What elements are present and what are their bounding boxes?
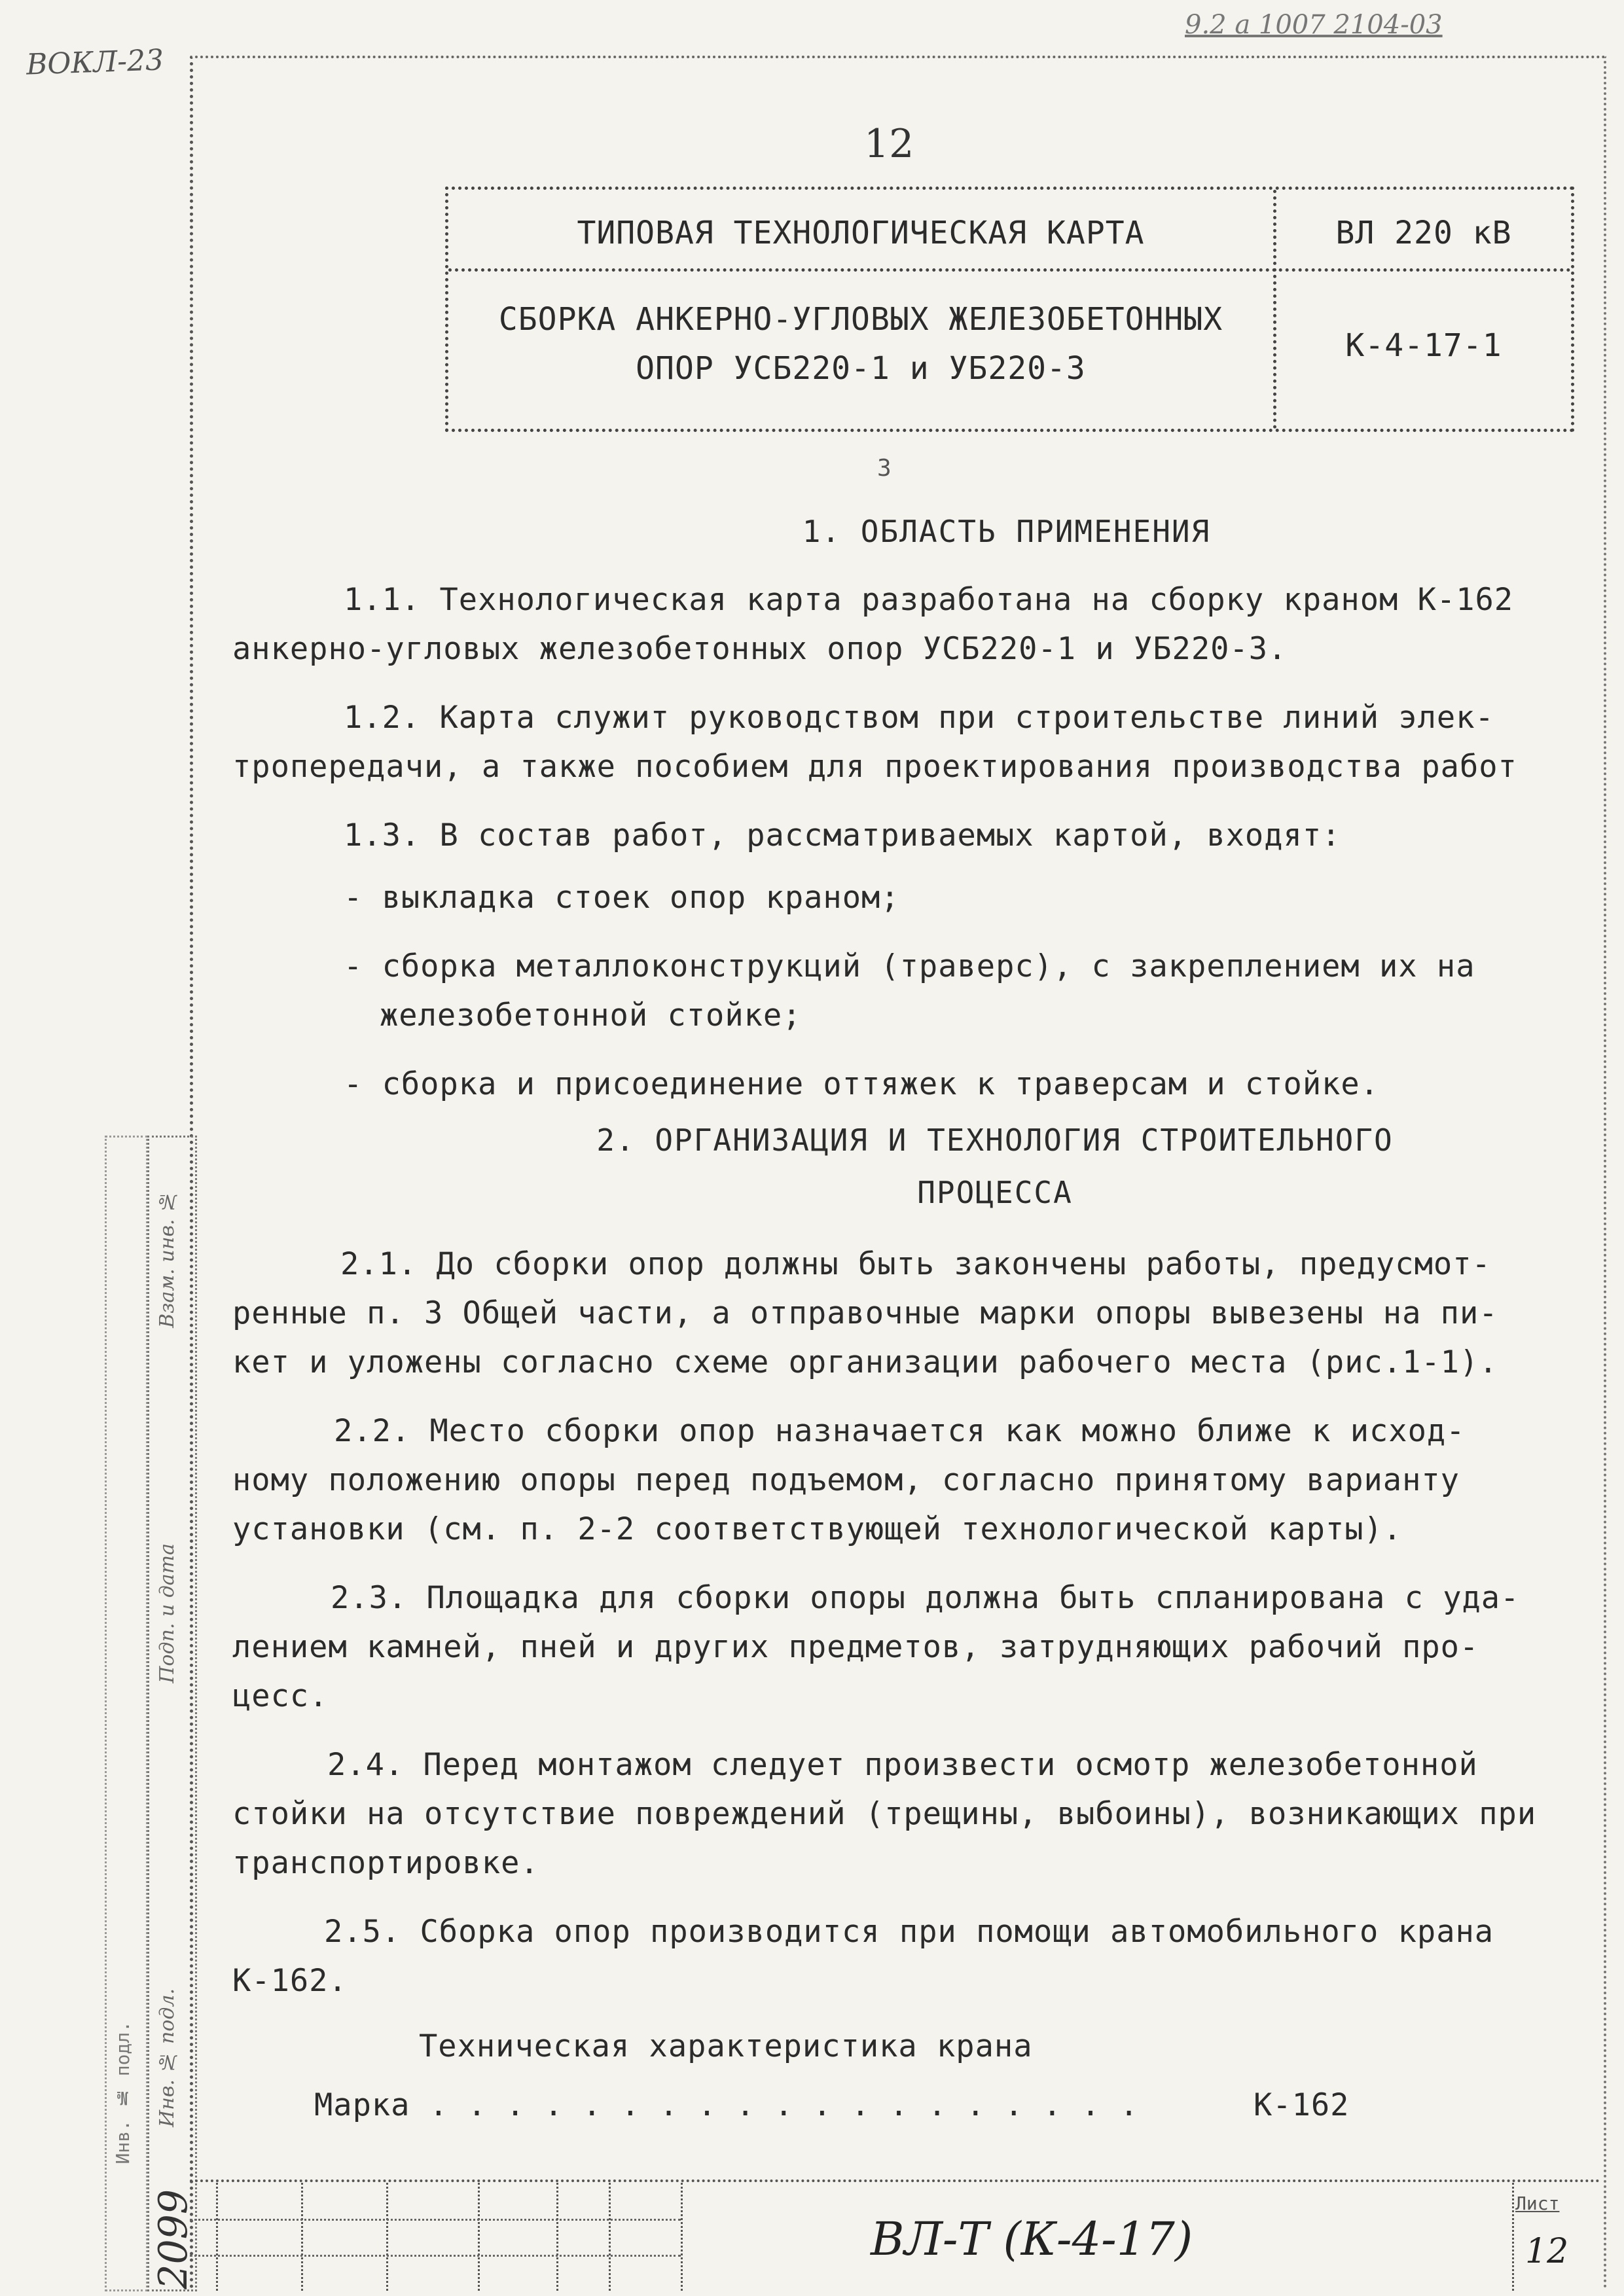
handwritten-number: 2099 xyxy=(151,2189,196,2289)
crane-mark-value: К-162 xyxy=(1254,2087,1350,2123)
p1-1-line1: 1.1. Технологическая карта разработана на сборку краном К-162 xyxy=(344,582,1514,618)
p2-4-line3: транспортировке. xyxy=(232,1845,539,1881)
archive-number: 9.2 а 1007 2104-03 xyxy=(1185,10,1443,40)
stamp-col xyxy=(556,2183,558,2291)
stamp-col xyxy=(681,2183,683,2291)
p2-1-line2: ренные п. 3 Общей части, а отправочные марки опоры вывезены на пи- xyxy=(232,1295,1498,1331)
sidebar-label-inv: Инв. № подл. xyxy=(112,2021,134,2164)
p1-1-line2: анкерно-угловых железобетонных опор УСБ220-1 и УБ220-3. xyxy=(232,631,1288,667)
crane-mark-label: Марка . . . . . . . . . . . . . . . . . . . xyxy=(314,2087,1139,2123)
p2-2-line1: 2.2. Место сборки опор назначается как можно ближе к исход- xyxy=(334,1413,1466,1449)
sheet-number: 12 xyxy=(1525,2232,1569,2271)
section1-heading: 1. ОБЛАСТЬ ПРИМЕНЕНИЯ xyxy=(802,514,1211,549)
sidebar-label-vzam: Взам. инв. № xyxy=(156,1190,179,1328)
p2-4-line2: стойки на отсутствие повреждений (трещины, выбоины), возникающих при xyxy=(232,1796,1537,1832)
stamp-col xyxy=(478,2183,480,2291)
mark-3: 3 xyxy=(877,455,892,482)
stamp-col xyxy=(609,2183,611,2291)
page-number: 12 xyxy=(864,121,914,167)
p2-3-line2: лением камней, пней и других предметов, затрудняющих рабочий про- xyxy=(232,1629,1479,1665)
p2-5-line2: К-162. xyxy=(232,1963,348,1999)
stamp-left-top: ВОКЛ-23 xyxy=(26,43,164,82)
stamp-col xyxy=(301,2183,303,2291)
crane-heading: Техническая характеристика крана xyxy=(419,2028,1033,2064)
stamp-col xyxy=(386,2183,388,2291)
title-table-divider-horizontal xyxy=(448,268,1571,272)
p2-5-line1: 2.5. Сборка опор производится при помощи автомобильного крана xyxy=(324,1914,1494,1950)
stamp-row xyxy=(190,2255,681,2257)
p2-1-line1: 2.1. До сборки опор должны быть закончены работы, предусмот- xyxy=(340,1246,1491,1282)
main-title: ТИПОВАЯ ТЕХНОЛОГИЧЕСКАЯ КАРТА xyxy=(577,215,1145,251)
subtitle-line2: ОПОР УСБ220-1 и УБ220-3 xyxy=(636,350,1086,387)
p2-2-line2: ному положению опоры перед подъемом, согласно принятому варианту xyxy=(232,1462,1460,1498)
sidebar-label-sign: Подп. и дата xyxy=(156,1543,179,1683)
sidebar-stamp-strip xyxy=(147,1136,197,2291)
list-item-2-line2: железобетонной стойке; xyxy=(380,997,802,1033)
subtitle-line1: СБОРКА АНКЕРНО-УГЛОВЫХ ЖЕЛЕЗОБЕТОННЫХ xyxy=(498,301,1223,338)
list-item-1: - выкладка стоек опор краном; xyxy=(344,880,900,916)
p1-2-line1: 1.2. Карта служит руководством при строительстве линий элек- xyxy=(344,700,1494,736)
p1-3: 1.3. В состав работ, рассматриваемых картой, входят: xyxy=(344,817,1341,853)
voltage-label: ВЛ 220 кВ xyxy=(1335,215,1512,251)
p1-2-line2: тропередачи, а также пособием для проектирования производства работ xyxy=(232,749,1517,785)
card-code: К-4-17-1 xyxy=(1345,327,1502,364)
list-item-2-line1: - сборка металлоконструкций (траверс), с закреплением их на xyxy=(344,948,1475,984)
title-table xyxy=(445,187,1574,432)
section2-heading-line2: ПРОЦЕССА xyxy=(917,1175,1073,1210)
stamp-col xyxy=(1512,2183,1514,2291)
p2-3-line1: 2.3. Площадка для сборки опоры должна быть спланирована с уда- xyxy=(331,1580,1520,1616)
sidebar-label-inv-2: Инв. № подл. xyxy=(156,1988,179,2128)
p2-1-line3: кет и уложены согласно схеме организации рабочего места (рис.1-1). xyxy=(232,1344,1498,1380)
section2-heading-line1: 2. ОРГАНИЗАЦИЯ И ТЕХНОЛОГИЯ СТРОИТЕЛЬНОГО xyxy=(596,1122,1394,1158)
list-item-3: - сборка и присоединение оттяжек к траверсам и стойке. xyxy=(344,1066,1380,1102)
p2-2-line3: установки (см. п. 2-2 соответствующей технологической карты). xyxy=(232,1511,1403,1547)
p2-4-line1: 2.4. Перед монтажом следует произвести осмотр железобетонной xyxy=(327,1747,1478,1783)
sidebar-left-strip xyxy=(105,1136,148,2291)
p2-3-line3: цесс. xyxy=(232,1678,329,1714)
stamp-row xyxy=(190,2219,681,2221)
doc-code: ВЛ-Т (К-4-17) xyxy=(871,2212,1193,2266)
sheet-label: Лист xyxy=(1515,2193,1560,2214)
stamp-col xyxy=(216,2183,218,2291)
